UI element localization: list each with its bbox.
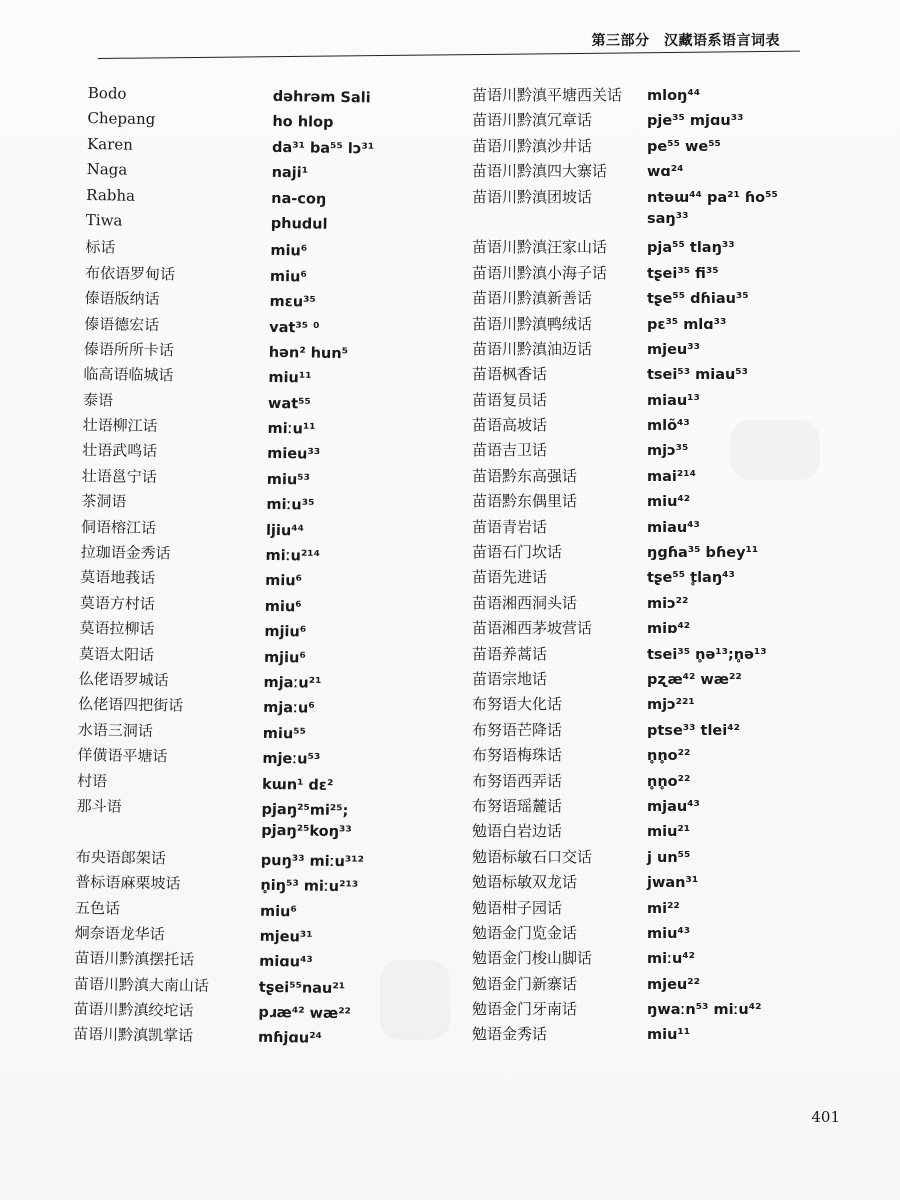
phonetic-form: tʂe⁵⁵ t̥laŋ⁴³ [647,570,735,587]
dialect-name: 苗语川黔滇凯掌话 [72,1025,194,1046]
word-entry [472,693,822,718]
phonetic-form: naji¹ [271,165,309,182]
word-entry [472,617,822,642]
word-entry [472,566,822,591]
phonetic-form: puŋ³³ miːu³¹² [260,852,365,871]
word-entry [472,287,822,312]
phonetic-form: kɯn¹ dɛ² [261,776,334,794]
phonetic-form: n̥iŋ⁵³ miːu²¹³ [260,877,359,896]
word-entry [472,922,822,947]
dialect-name: 炯奈语龙华话 [74,923,165,944]
dialect-name: 苗语青岩话 [472,517,548,536]
dialect-name: 壮语柳江话 [82,416,158,436]
phonetic-form: pjaŋ²⁵koŋ³³ [261,823,352,841]
dialect-name: 勉语柑子园话 [472,898,563,917]
dialect-name: Naga [86,160,128,179]
dialect-name: 布努语瑶麓话 [472,796,563,815]
dialect-name: 苗语川黔滇沙井话 [472,136,593,155]
phonetic-form: miːu¹¹ [267,420,316,438]
phonetic-form: ntəɯ⁴⁴ pa²¹ ɦo⁵⁵ [647,189,778,206]
dialect-name: 布努语芒降话 [472,720,563,739]
word-entry [472,516,822,541]
dialect-name: 莫语太阳话 [78,644,155,664]
word-entry [472,668,822,693]
phonetic-form: miɑu⁴³ [259,954,313,971]
dialect-name: Chepang [87,109,156,129]
dialect-name: 苗语川黔滇团坡话 [472,187,593,206]
word-entry [472,1023,822,1048]
word-entry [472,592,822,617]
phonetic-form: mloŋ⁴⁴ [647,88,701,104]
dialect-name: 苗语复员话 [472,390,548,409]
dialect-name: 泰语 [82,390,114,410]
phonetic-form: ptse³³ tlei⁴² [647,722,740,739]
phonetic-form: n̥n̥o²² [647,773,691,790]
word-entry [472,846,822,871]
dialect-name: 布努语梅珠话 [472,746,563,765]
word-entry [472,439,822,464]
dialect-name: 苗语川黔滇平塘西关话 [472,86,623,104]
phonetic-form: vat³⁵ ⁰ [269,319,320,337]
dialect-name: 苗语高坡话 [472,416,548,435]
phonetic-form: mjiu⁶ [264,624,307,641]
dialect-name: Bodo [87,84,127,103]
word-entry [472,465,822,490]
dialect-name: 苗语黔东高强话 [472,466,578,485]
phonetic-form: miu⁶ [270,243,308,260]
dialect-name: 苗语川黔滇油迈话 [472,339,593,358]
word-entry [472,871,822,896]
phonetic-form: pjaŋ²⁵mi²⁵; [261,801,349,820]
phonetic-form: miu¹¹ [268,370,312,387]
dialect-name: 苗语湘西茅坡营话 [472,619,593,638]
phonetic-form: ŋgɦa³⁵ bɦey¹¹ [647,545,759,562]
dialect-name: 苗语宗地话 [472,669,548,688]
dialect-name: 勉语金秀话 [472,1025,548,1044]
dialect-name: 佯僙语平塘话 [77,746,168,766]
dialect-name: 莫语拉柳话 [79,619,155,639]
dialect-name: 苗语黔东偶里话 [472,492,578,511]
phonetic-form: mjeu³¹ [259,928,313,946]
dialect-name: 茶洞语 [81,492,127,511]
word-entry [472,820,822,845]
phonetic-form: wɑ²⁴ [647,164,684,181]
dialect-name: 布努语大化话 [472,695,563,714]
dialect-name: 苗语养蒿话 [472,644,548,663]
dialect-name: 苗语枫香话 [472,365,548,384]
word-entry [472,160,822,185]
word-entry [73,1023,443,1054]
dialect-name: 勉语金门梭山脚话 [472,949,593,968]
word-entry [472,973,822,998]
phonetic-form: tsei⁵³ miau⁵³ [647,367,749,384]
dialect-name: 苗语川黔滇摆托话 [74,949,195,970]
phonetic-form: na-coŋ [271,190,327,208]
phonetic-form: dəhrəm Sali [272,88,371,107]
phonetic-form: da³¹ ba⁵⁵ lɔ³¹ [271,139,375,158]
word-entry [472,947,822,972]
phonetic-form: ŋwaːn⁵³ miːu⁴² [647,1002,762,1019]
word-entry [472,211,822,236]
dialect-name: 勉语标敏双龙话 [472,873,578,892]
dialect-name: 壮语邕宁话 [81,466,157,486]
dialect-name: 苗语川黔滇新善话 [472,289,593,308]
phonetic-form: mlõ⁴³ [647,418,690,435]
phonetic-form: miːu²¹⁴ [265,547,321,565]
dialect-name: 苗语川黔滇汪家山话 [472,238,608,257]
word-entry [472,135,822,160]
phonetic-form: miu⁶ [259,903,297,920]
word-entry [472,186,822,211]
phonetic-form: n̥n̥o²² [647,748,691,765]
dialect-name: 五色话 [74,898,121,918]
phonetic-form: miau¹³ [647,392,700,409]
phonetic-form: miu⁴² [647,494,691,511]
phonetic-form: mjeu²² [647,976,700,993]
word-entry [472,338,822,363]
dialect-name: 傣语版纳话 [84,289,160,309]
phonetic-form: tʂei⁵⁵nau²¹ [258,979,346,997]
dialect-name: 勉语金门新寨话 [472,974,578,993]
phonetic-form: ljiu⁴⁴ [265,522,305,540]
phonetic-form: mieu³³ [267,446,321,464]
dialect-name: 苗语川黔滇小海子话 [472,263,608,282]
header-rule [98,51,800,59]
phonetic-form: miu⁵³ [266,471,311,489]
dialect-name: 仫佬语四把街话 [78,695,184,715]
dialect-name: 壮语武鸣话 [82,441,158,461]
dialect-name: 侗语榕江话 [80,517,157,537]
word-entry [472,236,822,261]
phonetic-form: miu²¹ [647,824,691,841]
phonetic-form: mjiu⁶ [263,649,306,667]
phonetic-form: pje³⁵ mjɑu³³ [647,113,744,130]
dialect-name: 苗语川黔滇绞坨话 [73,999,194,1020]
word-entry [472,719,822,744]
word-entry [472,109,822,134]
phonetic-form: tʂei³⁵ fi³⁵ [647,265,719,282]
dialect-name: 苗语川黔滇冗章话 [472,111,593,130]
word-entry [472,770,822,795]
dialect-name: 苗语川黔滇鸭绒话 [472,314,593,333]
dialect-name: 苗语川黔滇大南山话 [73,974,210,995]
dialect-name: 勉语标敏石口交话 [472,847,593,866]
dialect-name: 村语 [76,771,108,790]
running-header: 第三部分 汉藏语系语言词表 [591,33,780,49]
dialect-name: 傣语德宏话 [84,314,160,334]
dialect-name: 标话 [85,238,116,257]
phonetic-form: saŋ³³ [647,210,689,227]
dialect-name: Tiwa [85,210,123,230]
word-entry [472,414,822,439]
word-entry [472,490,822,515]
word-entry [472,389,822,414]
phonetic-form: wat⁵⁵ [267,395,311,413]
phonetic-form: mjaːu⁶ [263,700,315,718]
word-entry [472,795,822,820]
left-column [73,84,458,1055]
word-entry [472,643,822,668]
dialect-name: 布央语郎架话 [75,847,167,868]
phonetic-form: mjau⁴³ [647,798,700,815]
phonetic-form: miɔ²² [647,595,689,612]
phonetic-form: mjɔ²²¹ [647,697,695,714]
right-column [472,84,822,1049]
phonetic-form: miu⁵⁵ [262,725,307,743]
dialect-name: Karen [86,134,134,154]
phonetic-form: pʐæ⁴² wæ²² [647,671,742,688]
word-entry [472,84,822,109]
phonetic-form: mai²¹⁴ [647,468,696,485]
dialect-name: 莫语地莪话 [80,568,156,588]
dialect-name: 拉珈语金秀话 [80,542,171,563]
dialect-name: 勉语金门览金话 [472,923,578,942]
phonetic-form: mjeːu⁵³ [262,750,321,768]
dialect-name: 仫佬语罗城话 [78,669,169,690]
word-entry [472,313,822,338]
phonetic-form: mjaːu²¹ [263,674,322,692]
phonetic-form: miu⁴³ [647,925,691,942]
dialect-name: 苗语石门坎话 [472,543,563,562]
phonetic-form: pja⁵⁵ tlaŋ³³ [647,240,735,257]
phonetic-form: mi²² [647,900,680,917]
dialect-name: 苗语湘西洞头话 [472,593,578,612]
phonetic-form: miːu⁴² [647,951,695,968]
phonetic-form: j un⁵⁵ [647,849,691,866]
dialect-name: Rabha [86,185,136,205]
phonetic-form: pɹæ⁴² wæ²² [258,1004,351,1023]
phonetic-form: miau⁴³ [647,519,700,536]
phonetic-form: pe⁵⁵ we⁵⁵ [647,138,721,155]
dialect-name: 勉语金门牙南话 [472,1000,578,1019]
phonetic-form: hən² hun⁵ [268,344,349,363]
dialect-name: 布依语罗甸话 [84,263,176,284]
dialect-name: 勉语白岩边话 [472,822,563,841]
dialect-name: 那斗语 [76,796,122,816]
dialect-name: 临高语临城话 [83,365,174,385]
phonetic-form: ho hlop [272,114,334,132]
word-entry [472,262,822,287]
phonetic-form: phudul [270,215,328,233]
dialect-name: 傣语所所卡话 [83,339,174,360]
dialect-name: 苗语先进话 [472,568,548,587]
phonetic-form: miɒ⁴² [647,621,691,638]
dialect-name: 苗语吉卫话 [472,441,548,460]
dialect-name: 苗语川黔滇四大寨话 [472,162,608,181]
word-entry [472,744,822,769]
phonetic-form: jwan³¹ [647,875,699,892]
dialect-name: 布努语西弄话 [472,771,563,790]
dialect-name: 普标语麻栗坡话 [75,873,181,893]
phonetic-form: miu¹¹ [647,1027,691,1044]
dialect-name: 莫语方村话 [79,593,155,613]
phonetic-form: mjɔ³⁵ [647,443,689,460]
word-entry [472,541,822,566]
word-entry [472,897,822,922]
phonetic-form: mjeu³³ [647,341,700,358]
phonetic-form: miu⁶ [265,573,303,590]
phonetic-form: miu⁶ [264,598,302,616]
phonetic-form: miːu³⁵ [266,497,315,514]
phonetic-form: pɛ³⁵ mlɑ³³ [647,316,727,333]
phonetic-form: mɛu³⁵ [269,294,316,311]
word-entry [472,363,822,388]
phonetic-form: miu⁶ [269,268,307,286]
phonetic-form: mɦjɑu²⁴ [257,1030,322,1048]
dialect-name: 水语三洞话 [77,720,154,740]
page-number: 401 [811,1108,840,1126]
phonetic-form: tsei³⁵ n̥ə¹³;n̥ə¹³ [647,646,767,663]
phonetic-form: tʂe⁵⁵ dɦiau³⁵ [647,291,749,308]
word-entry [472,998,822,1023]
